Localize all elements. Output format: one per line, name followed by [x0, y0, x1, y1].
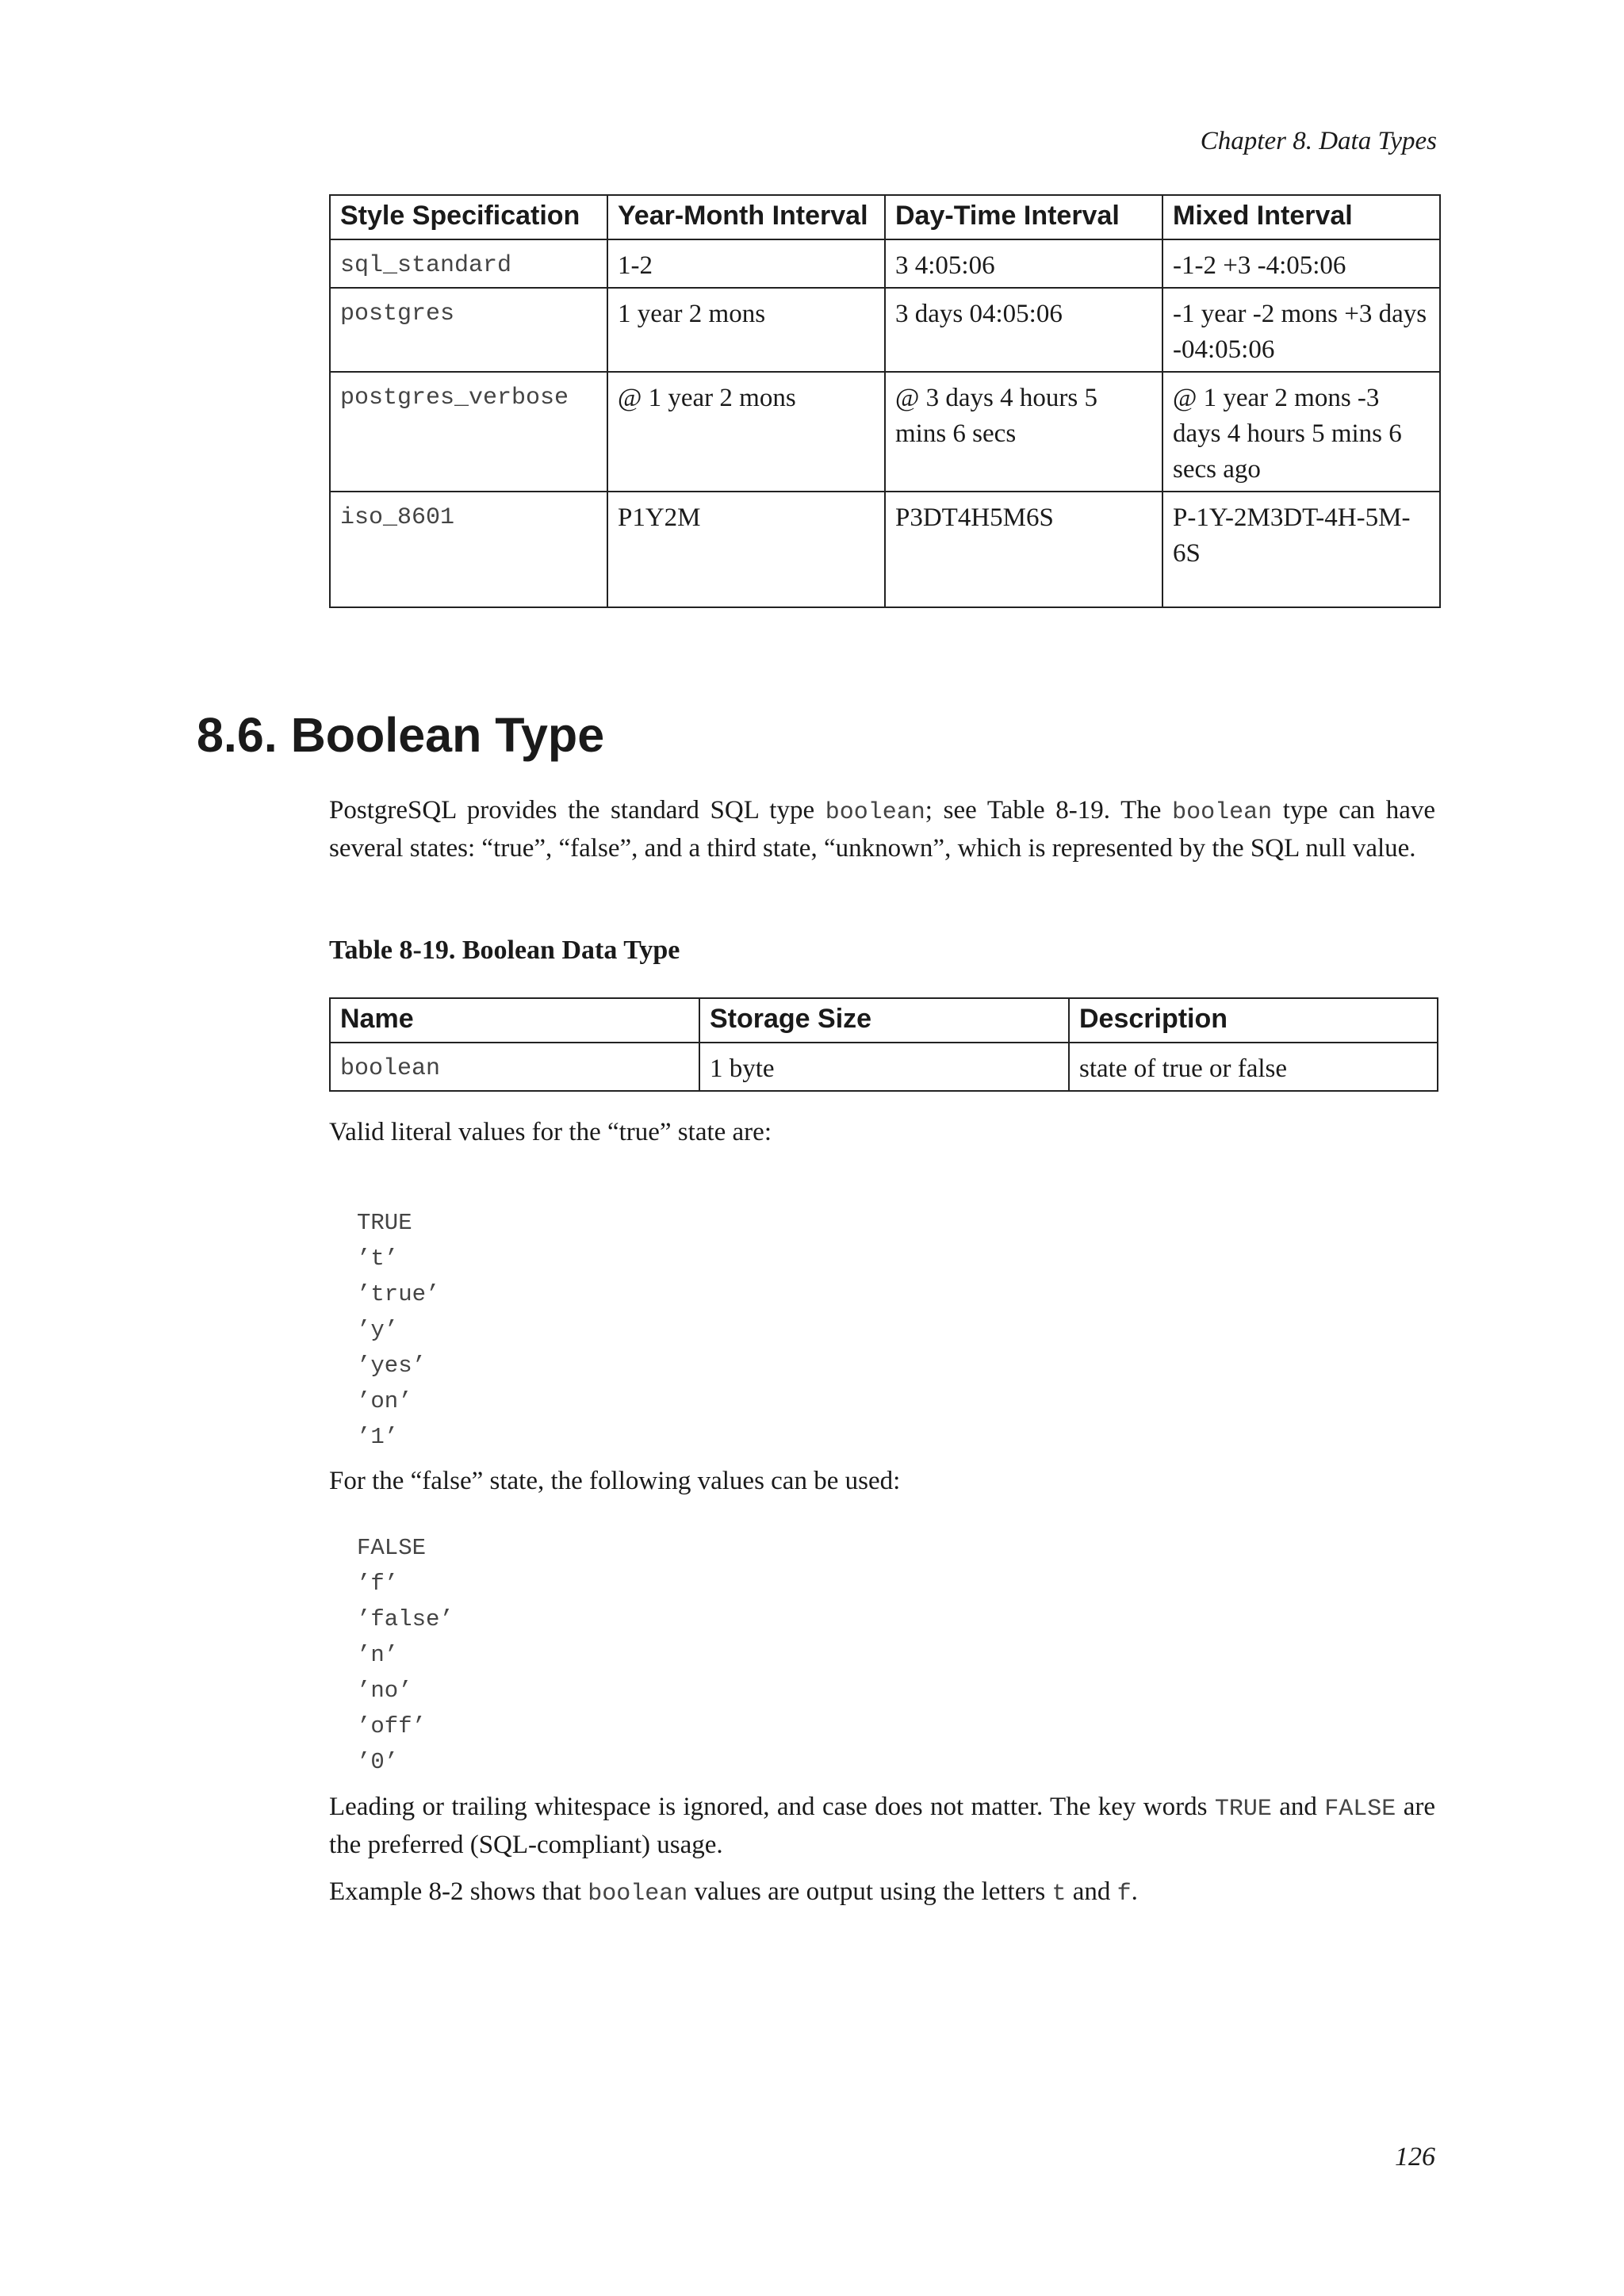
intro-paragraph: [329, 793, 1435, 867]
code-line: ’y’: [357, 1317, 399, 1343]
paragraph-text: PostgreSQL provides the standard SQL type: [329, 796, 825, 825]
table-cell: boolean: [330, 1043, 699, 1091]
true-values-intro: Valid literal values for the “true” state are:: [329, 1118, 772, 1146]
table-cell: state of true or false: [1069, 1043, 1438, 1091]
true-values-code-block: [357, 1205, 439, 1455]
table-cell: 1 byte: [699, 1043, 1069, 1091]
column-header: Storage Size: [699, 998, 1069, 1043]
table-cell: -1-2 +3 -4:05:06: [1162, 239, 1440, 288]
paragraph-text: Leading or trailing whitespace is ignored, and case does not matter. The key words: [329, 1793, 1215, 1821]
table-row: [330, 239, 1440, 288]
table-header-row: [330, 998, 1438, 1043]
table-cell: 1 year 2 mons: [607, 288, 885, 372]
false-values-code-block: [357, 1530, 454, 1780]
table-cell: P1Y2M: [607, 492, 885, 607]
table-cell: @ 1 year 2 mons -3 days 4 hours 5 mins 6 secs ago: [1162, 372, 1440, 492]
table-cell: iso_8601: [330, 492, 607, 607]
table-cell: 1-2: [607, 239, 885, 288]
inline-code: boolean: [825, 799, 925, 826]
table-row: [330, 492, 1440, 607]
column-header: Name: [330, 998, 699, 1043]
false-values-intro: For the “false” state, the following values can be used:: [329, 1467, 901, 1495]
column-header: Description: [1069, 998, 1438, 1043]
paragraph-text: are the preferred (SQL-compliant) usage.: [329, 1793, 1435, 1859]
table-cell: sql_standard: [330, 239, 607, 288]
inline-code: boolean: [588, 1881, 688, 1908]
inline-code: f: [1116, 1881, 1132, 1908]
code-line: ’false’: [357, 1606, 454, 1632]
paragraph-text: ; see Table 8-19. The: [925, 796, 1173, 825]
paragraph-text: and: [1271, 1793, 1325, 1821]
code-line: ’t’: [357, 1246, 399, 1272]
inline-code: t: [1051, 1881, 1067, 1908]
code-line: ’yes’: [357, 1353, 427, 1379]
table-cell: postgres_verbose: [330, 372, 607, 492]
inline-code: FALSE: [1324, 1796, 1396, 1823]
column-header: Style Specification: [330, 195, 607, 239]
table-cell: -1 year -2 mons +3 days -04:05:06: [1162, 288, 1440, 372]
table-row: [330, 288, 1440, 372]
column-header: Mixed Interval: [1162, 195, 1440, 239]
code-line: TRUE: [357, 1210, 412, 1236]
table-header-row: [330, 195, 1440, 239]
column-header: Day-Time Interval: [885, 195, 1162, 239]
column-header: Year-Month Interval: [607, 195, 885, 239]
inline-code: boolean: [1172, 799, 1273, 826]
code-line: ’0’: [357, 1749, 399, 1775]
table-cell: P-1Y-2M3DT-4H-5M-6S: [1162, 492, 1440, 607]
table-row: [330, 372, 1440, 492]
table-row: [330, 1043, 1438, 1091]
table-cell: P3DT4H5M6S: [885, 492, 1162, 607]
paragraph-text: values are output using the letters: [688, 1877, 1052, 1906]
code-line: ’no’: [357, 1678, 412, 1704]
page-number: 126: [1395, 2142, 1435, 2172]
code-line: ’on’: [357, 1388, 412, 1414]
code-line: ’off’: [357, 1713, 427, 1739]
code-line: ’n’: [357, 1642, 399, 1668]
table-cell: 3 days 04:05:06: [885, 288, 1162, 372]
boolean-data-type-table: [329, 997, 1438, 1092]
table-caption: Table 8-19. Boolean Data Type: [329, 936, 680, 965]
code-line: FALSE: [357, 1535, 427, 1561]
section-title: 8.6. Boolean Type: [197, 708, 605, 762]
code-line: ’1’: [357, 1424, 399, 1450]
paragraph-text: type can have several states: “true”, “false”, and a third state, “unknown”, which is represented by the SQL null value.: [329, 796, 1435, 863]
inline-code: TRUE: [1214, 1796, 1272, 1823]
table-cell: 3 4:05:06: [885, 239, 1162, 288]
code-line: ’f’: [357, 1571, 399, 1597]
table-cell: postgres: [330, 288, 607, 372]
table-cell: @ 1 year 2 mons: [607, 372, 885, 492]
code-line: ’true’: [357, 1281, 440, 1307]
table-cell: @ 3 days 4 hours 5 mins 6 secs: [885, 372, 1162, 492]
whitespace-paragraph: [329, 1789, 1435, 1863]
paragraph-text: .: [1131, 1877, 1138, 1906]
running-header: Chapter 8. Data Types: [1200, 127, 1437, 155]
example-paragraph: [329, 1874, 1435, 1912]
interval-output-table: [329, 194, 1441, 608]
paragraph-text: and: [1066, 1877, 1117, 1906]
paragraph-text: Example 8-2 shows that: [329, 1877, 588, 1906]
